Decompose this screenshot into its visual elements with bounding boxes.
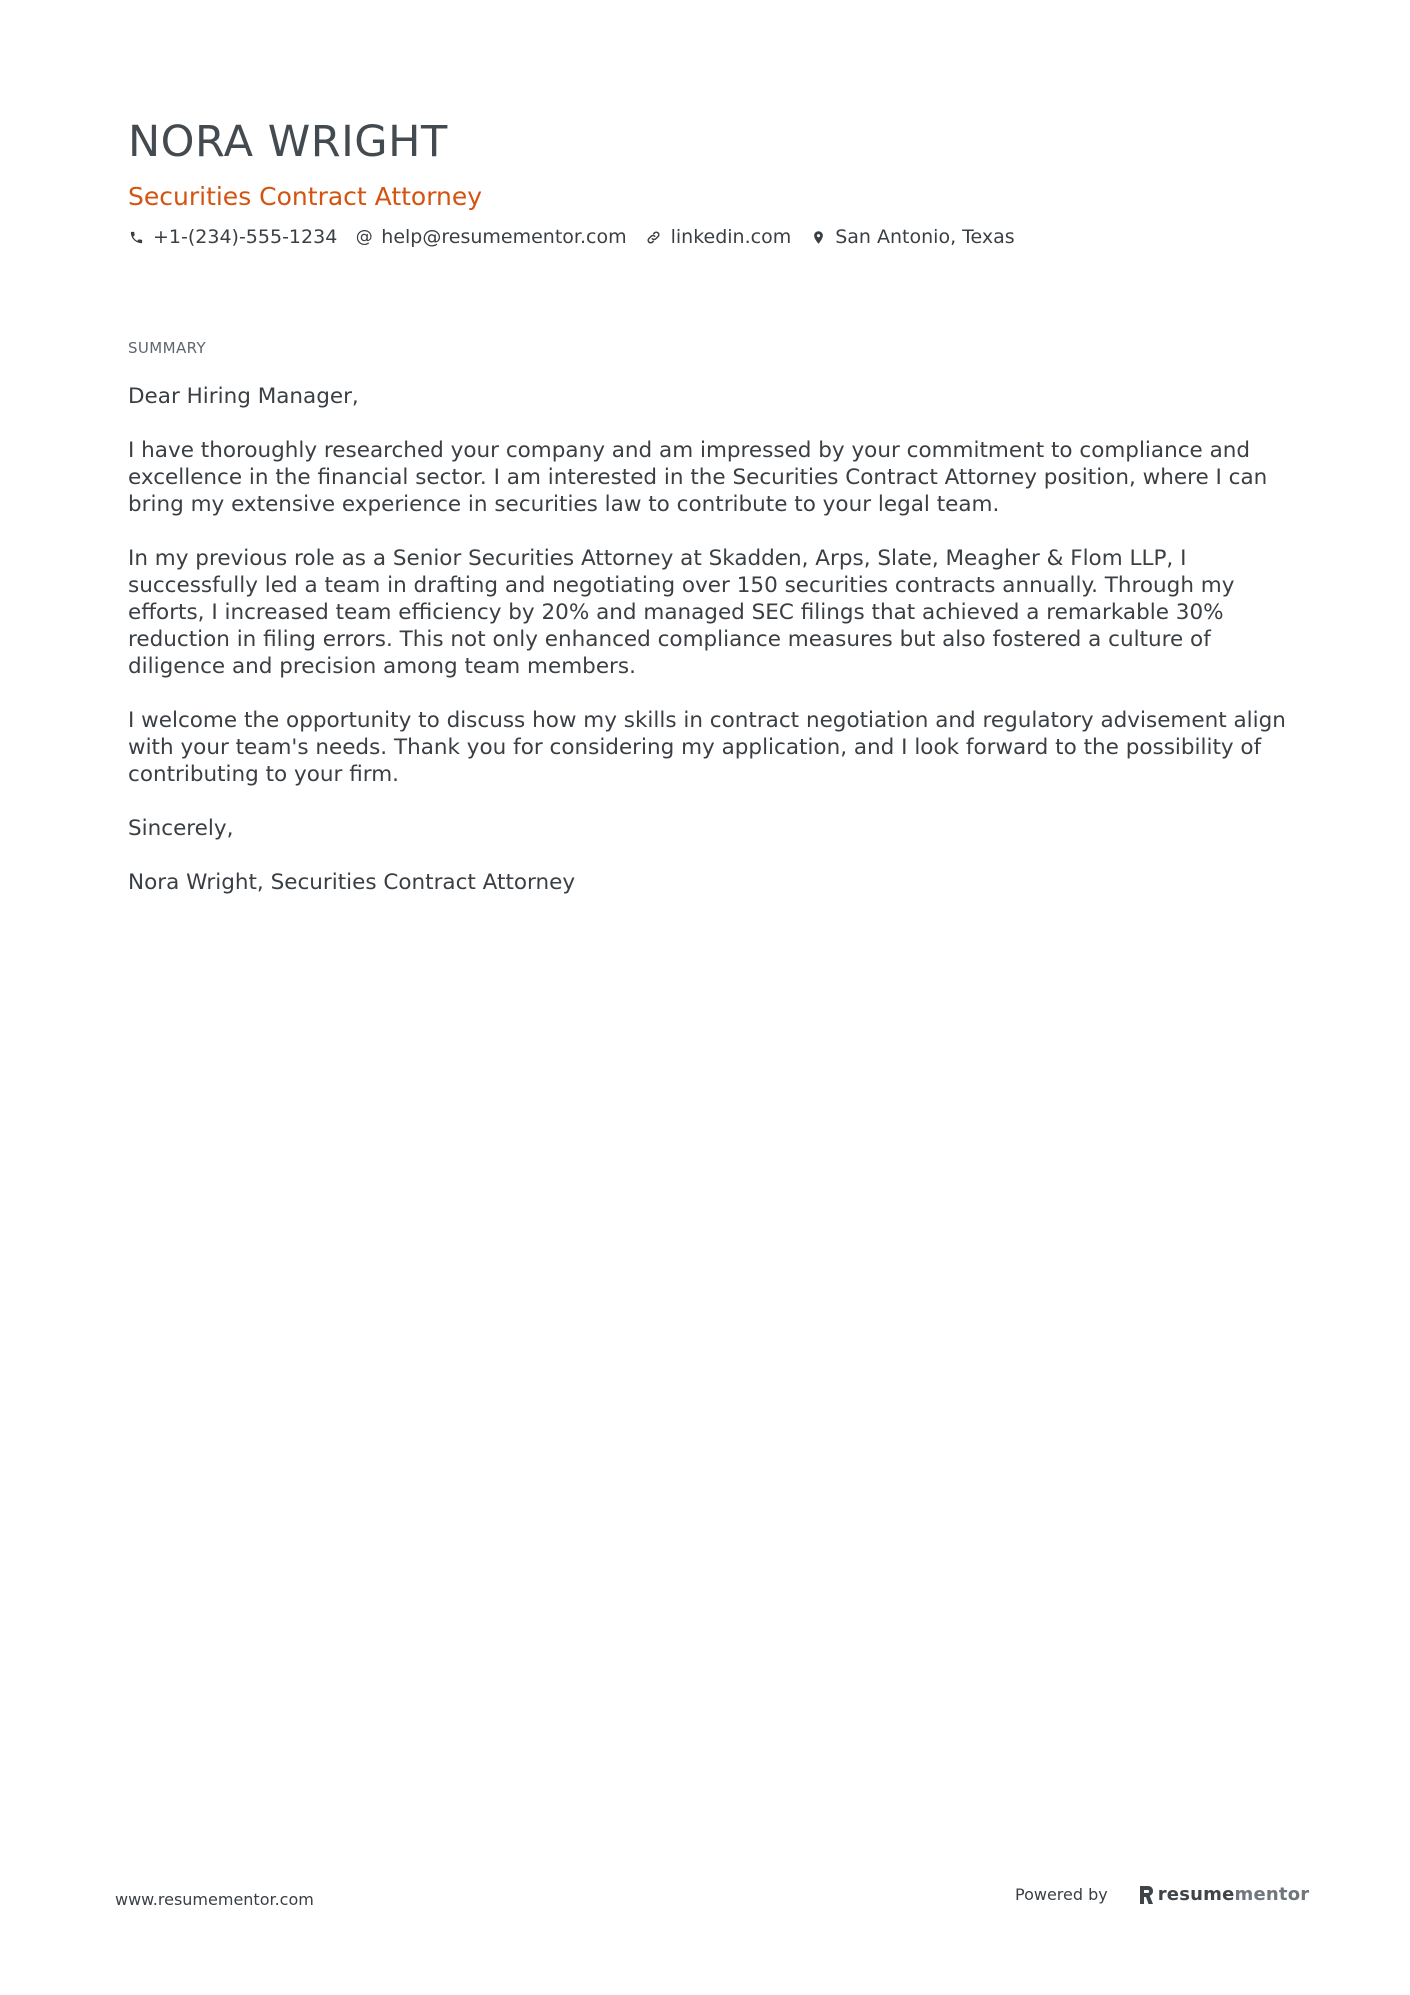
letter-paragraph: I welcome the opportunity to discuss how my skills in contract negotiation and regulatory advisement align with your team's needs. Thank you for considering my application, and I look forward to the possibility of contributing to your firm. [128, 708, 1286, 787]
letter-paragraph: In my previous role as a Senior Securities Attorney at Skadden, Arps, Slate, Meagher & Flom LLP, I successfully led a team in drafting and negotiating over 150 securities contracts annually. Through my efforts, I increased team efficiency by 20% and managed SEC filings that achieved a remarkable 30% reduction in filing errors. This not only enhanced compliance measures but also fostered a culture of diligence and precision among team members. [128, 546, 1235, 679]
letter-signature: Nora Wright, Securities Contract Attorney [128, 870, 576, 895]
contact-phone[interactable] [128, 224, 337, 250]
contact-linkedin-text: linkedin.com [670, 226, 792, 248]
resumementor-logo[interactable] [1138, 1884, 1310, 1905]
contact-bar [128, 224, 1288, 250]
contact-location [810, 224, 1014, 250]
contact-location-text: San Antonio, Texas [835, 226, 1015, 248]
letter-greeting: Dear Hiring Manager, [128, 384, 359, 409]
brand-text-mentor: mentor [1234, 1884, 1310, 1905]
contact-linkedin[interactable] [646, 224, 792, 250]
phone-icon [128, 229, 144, 245]
cover-letter-body [128, 383, 1308, 923]
contact-phone-text: +1-(234)-555-1234 [153, 226, 338, 248]
letter-closing: Sincerely, [128, 816, 234, 841]
section-heading-summary: SUMMARY [128, 339, 207, 357]
link-icon [646, 229, 662, 245]
contact-email[interactable] [356, 224, 626, 250]
candidate-name: NORA WRIGHT [128, 117, 448, 167]
footer-website-link[interactable]: www.resumementor.com [115, 1890, 314, 1909]
at-icon: @ [355, 227, 373, 247]
location-pin-icon [810, 229, 826, 245]
contact-email-text: help@resumementor.com [381, 226, 627, 248]
job-title: Securities Contract Attorney [128, 182, 483, 211]
brand-text-resume: resume [1157, 1884, 1235, 1905]
powered-by-label: Powered by [1015, 1885, 1108, 1904]
header [128, 116, 1288, 250]
resumementor-logo-icon [1138, 1885, 1155, 1905]
footer-branding [1015, 1884, 1309, 1905]
letter-paragraph: I have thoroughly researched your company and am impressed by your commitment to compliance and excellence in the financial sector. I am interested in the Securities Contract Attorney position, where I can bring my extensive experience in securities law to contribute to your legal team. [128, 438, 1268, 517]
